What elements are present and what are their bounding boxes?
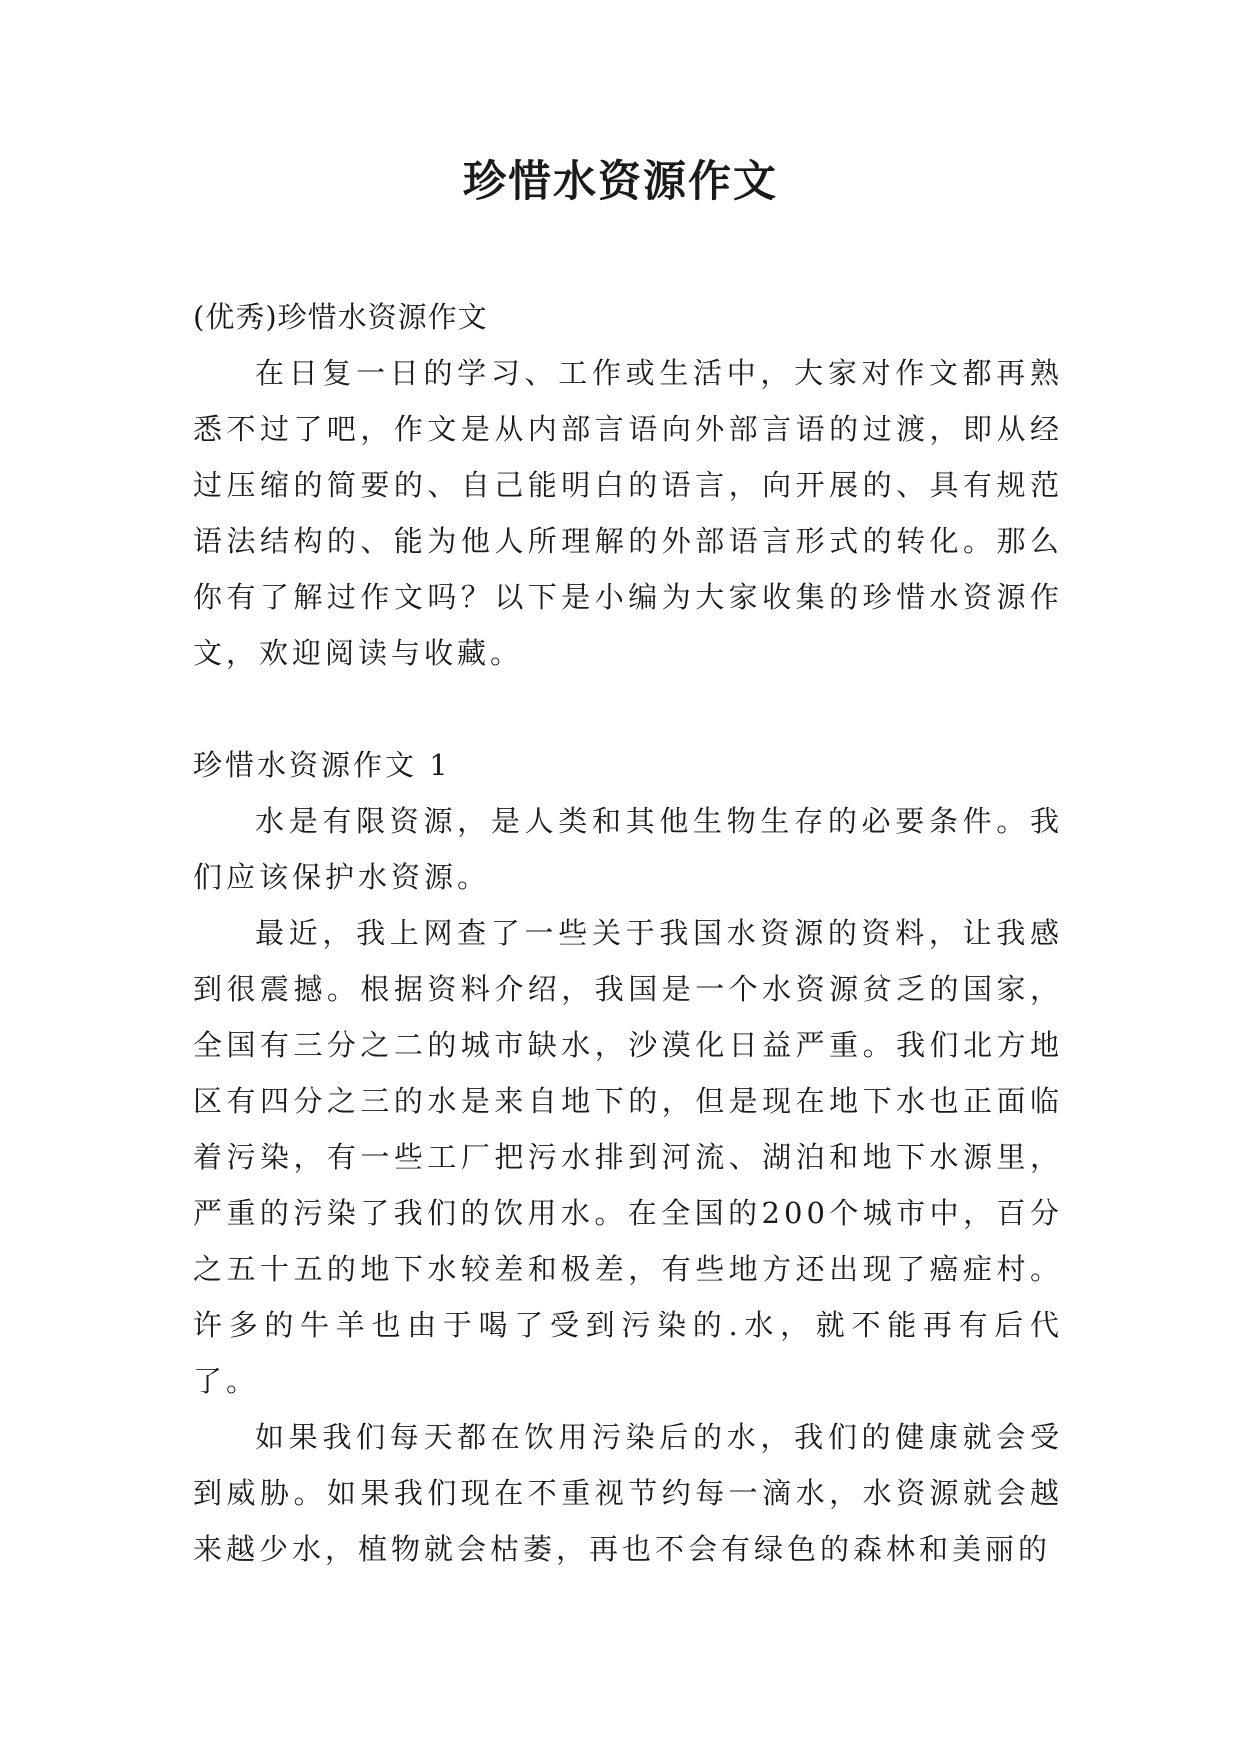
body-paragraph: 水是有限资源，是人类和其他生物生存的必要条件。我们应该保护水资源。 — [193, 804, 1063, 894]
document-title: 珍惜水资源作文 — [463, 157, 778, 207]
section-heading: 珍惜水资源作文 1 — [193, 748, 451, 782]
intro-paragraph: 在日复一日的学习、工作或生活中，大家对作文都再熟悉不过了吧，作文是从内部言语向外部言语的过渡，即从经过压缩的简要的、自己能明白的语言，向开展的、具有规范语法结构的、能为他人所理解的外部语言形式的转化。那么你有了解过作文吗？以下是小编为大家收集的珍惜水资源作文，欢迎阅读与收藏。 — [193, 356, 1063, 670]
paragraph-spacer — [193, 681, 1063, 737]
document-subtitle: (优秀)珍惜水资源作文 — [193, 300, 488, 334]
document-body — [193, 289, 1063, 1577]
body-paragraph: 如果我们每天都在饮用污染后的水，我们的健康就会受到威胁。如果我们现在不重视节约每一滴水，水资源就会越来越少水，植物就会枯萎，再也不会有绿色的森林和美丽的 — [193, 1420, 1063, 1566]
body-paragraph: 最近，我上网查了一些关于我国水资源的资料，让我感到很震撼。根据资料介绍，我国是一个水资源贫乏的国家，全国有三分之二的城市缺水，沙漠化日益严重。我们北方地区有四分之三的水是来自地下的，但是现在地下水也正面临着污染，有一些工厂把污水排到河流、湖泊和地下水源里，严重的污染了我们的饮用水。在全国的200个城市中，百分之五十五的地下水较差和极差，有些地方还出现了癌症村。许多的牛羊也由于喝了受到污染的.水，就不能再有后代了。 — [193, 916, 1063, 1398]
